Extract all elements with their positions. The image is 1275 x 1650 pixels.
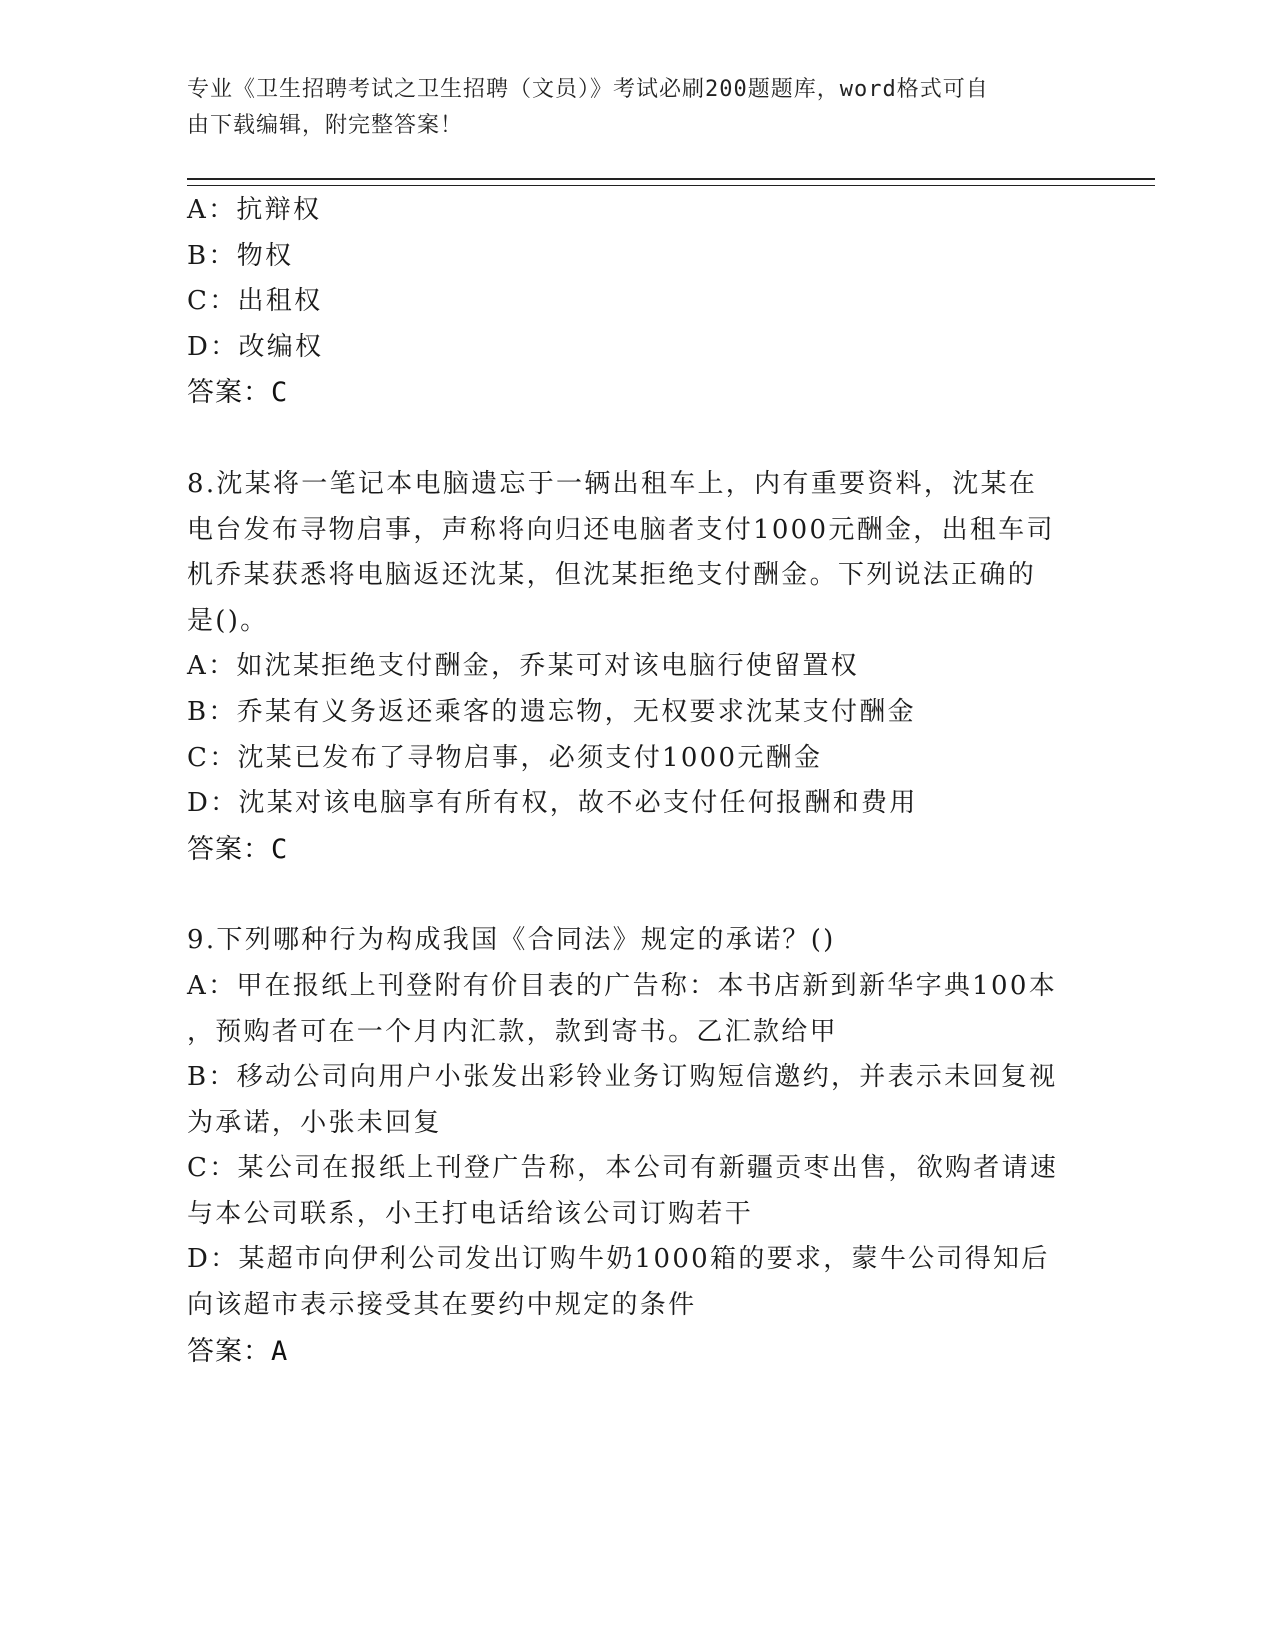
option-a: A：抗辩权 [187,195,322,225]
option-c-continued: 与本公司联系，小王打电话给该公司订购若干 [187,1198,754,1229]
option-b: B：物权 [187,240,294,271]
question-stem-line: 电台发布寻物启事，声称将向归还电脑者支付1000元酬金，出租车司 [187,514,1055,545]
option-d-continued: 向该超市表示接受其在要约中规定的条件 [187,1290,697,1321]
question-stem-line: 是()。 [187,605,269,636]
header-divider [187,178,1155,186]
option-a: A：如沈某拒绝支付酬金，乔某可对该电脑行使留置权 [187,651,859,682]
question-7 [187,188,1077,416]
option-d: D：沈某对该电脑享有所有权，故不必支付任何报酬和费用 [187,788,918,819]
option-c: C：某公司在报纸上刊登广告称，本公司有新疆贡枣出售，欲购者请速 [187,1153,1059,1184]
header-line-2: 由下载编辑，附完整答案！ [187,113,464,138]
question-list [187,188,1077,1374]
question-stem-line: 机乔某获悉将电脑返还沈某，但沈某拒绝支付酬金。下列说法正确的 [187,560,1037,591]
spacer [187,416,1077,462]
option-b-continued: 为承诺，小张未回复 [187,1107,442,1138]
question-stem-line: 9.下列哪种行为构成我国《合同法》规定的承诺？() [187,925,836,956]
option-c: C：出租权 [187,286,323,317]
answer: 答案：A [187,1335,289,1367]
option-c: C：沈某已发布了寻物启事，必须支付1000元酬金 [187,742,823,773]
option-d: D：某超市向伊利公司发出订购牛奶1000箱的要求，蒙牛公司得知后 [187,1244,1050,1275]
answer: 答案：C [187,377,289,409]
question-8 [187,462,1077,872]
question-stem-line: 8.沈某将一笔记本电脑遗忘于一辆出租车上，内有重要资料，沈某在 [187,468,1038,499]
option-b: B：乔某有义务返还乘客的遗忘物，无权要求沈某支付酬金 [187,696,916,727]
header-line-1: 专业《卫生招聘考试之卫生招聘（文员）》考试必刷200题题库，word格式可自 [187,77,989,102]
document-header [187,72,1067,144]
option-a-continued: ，预购者可在一个月内汇款，款到寄书。乙汇款给甲 [187,1016,838,1047]
option-b: B：移动公司向用户小张发出彩铃业务订购短信邀约，并表示未回复视 [187,1062,1058,1093]
spacer [187,872,1077,918]
answer: 答案：C [187,833,289,865]
option-a: A：甲在报纸上刊登附有价目表的广告称：本书店新到新华字典100本 [187,970,1058,1001]
option-d: D：改编权 [187,331,324,362]
question-9 [187,918,1077,1374]
